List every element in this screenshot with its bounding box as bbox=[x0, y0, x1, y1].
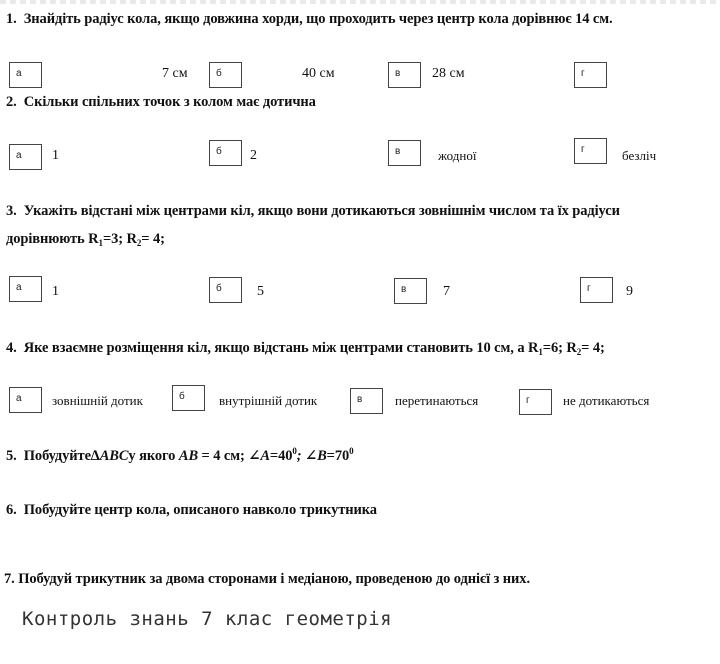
question-3-prefix: дорівнюють R bbox=[6, 231, 99, 247]
question-3 bbox=[6, 203, 620, 220]
footer-caption: Контроль знань 7 клас геометрія bbox=[22, 608, 393, 630]
side-label: AB bbox=[178, 448, 199, 464]
angle-b-value: =70 bbox=[326, 448, 350, 464]
answer-3c: 7 bbox=[443, 284, 450, 299]
answer-1b: 40 см bbox=[302, 66, 335, 81]
answer-4c: перетинаються bbox=[395, 393, 479, 408]
option-box-3b[interactable]: б bbox=[209, 277, 242, 303]
option-box-2d[interactable]: г bbox=[574, 138, 607, 164]
degree-b: 0 bbox=[349, 446, 354, 456]
question-3-text-line1: Укажіть відстані між центрами кіл, якщо вони дотикаються зовнішнім числом та їх радіуси bbox=[23, 203, 620, 219]
r1-value: =3; R bbox=[102, 231, 137, 247]
answer-2b: 2 bbox=[250, 148, 257, 163]
question-2-number: 2. bbox=[6, 94, 17, 110]
question-4-number: 4. bbox=[6, 340, 17, 356]
option-box-4a[interactable]: а bbox=[9, 387, 42, 413]
r1-subscript: 1 bbox=[538, 347, 543, 357]
option-box-3a[interactable]: а bbox=[9, 276, 42, 302]
option-box-4d[interactable]: г bbox=[519, 389, 552, 415]
option-box-1c[interactable]: в bbox=[388, 62, 421, 88]
angle-a-value: =40 bbox=[269, 448, 293, 464]
question-6 bbox=[6, 502, 377, 519]
option-box-3c[interactable]: в bbox=[394, 278, 427, 304]
question-5-number: 5. bbox=[6, 448, 17, 464]
angle-b-label: ; ∠B bbox=[296, 448, 327, 464]
question-3-line2 bbox=[6, 231, 165, 248]
triangle-label: ∆ABC bbox=[90, 448, 129, 464]
question-5 bbox=[6, 446, 354, 465]
question-1-number: 1. bbox=[6, 11, 17, 27]
option-box-3d[interactable]: г bbox=[580, 277, 613, 303]
question-5-mid: у якого bbox=[128, 448, 176, 464]
option-box-1b[interactable]: б bbox=[209, 62, 242, 88]
option-box-1d[interactable]: г bbox=[574, 62, 607, 88]
r2-value: = 4; bbox=[581, 340, 605, 356]
question-4-prefix: Яке взаємне розміщення кіл, якщо відстань між центрами становить 10 см, а R bbox=[23, 340, 539, 356]
cropped-top-edge bbox=[0, 0, 720, 4]
answer-3d: 9 bbox=[626, 284, 633, 299]
answer-3a: 1 bbox=[52, 284, 59, 299]
answer-2c: жодної bbox=[438, 148, 477, 163]
r2-value: = 4; bbox=[141, 231, 165, 247]
option-box-2a[interactable]: а bbox=[9, 144, 42, 170]
answer-2a: 1 bbox=[52, 148, 59, 163]
answer-2d: безліч bbox=[622, 148, 657, 163]
question-7-number: 7. bbox=[4, 571, 15, 587]
question-2-text: Скільки спільних точок з колом має дотична bbox=[23, 94, 316, 110]
r1-value: =6; R bbox=[542, 340, 577, 356]
answer-4d: не дотикаються bbox=[563, 393, 650, 408]
answer-1a: 7 см bbox=[162, 66, 188, 81]
question-4 bbox=[6, 340, 605, 357]
option-box-4c[interactable]: в bbox=[350, 388, 383, 414]
question-5-prefix: Побудуйте bbox=[23, 448, 91, 464]
option-box-4b[interactable]: б bbox=[172, 385, 205, 411]
option-box-1a[interactable]: а bbox=[9, 62, 42, 88]
r1-subscript: 1 bbox=[98, 238, 103, 248]
degree-a: 0 bbox=[292, 446, 297, 456]
question-6-text: Побудуйте центр кола, описаного навколо трикутника bbox=[23, 502, 377, 518]
answer-4a: зовнішній дотик bbox=[52, 393, 143, 408]
question-1 bbox=[6, 11, 613, 28]
question-7-text: Побудуй трикутник за двома сторонами і медіаною, проведеною до однієї з них. bbox=[18, 571, 530, 587]
answer-3b: 5 bbox=[257, 284, 264, 299]
option-box-2b[interactable]: б bbox=[209, 140, 242, 166]
question-7 bbox=[4, 571, 530, 588]
question-6-number: 6. bbox=[6, 502, 17, 518]
option-box-2c[interactable]: в bbox=[388, 140, 421, 166]
answer-4b: внутрішній дотик bbox=[219, 393, 318, 408]
side-value: = 4 см; bbox=[198, 448, 245, 464]
question-3-number: 3. bbox=[6, 203, 17, 219]
question-1-text: Знайдіть радіус кола, якщо довжина хорди, що проходить через центр кола дорівнює 14 см. bbox=[23, 11, 613, 27]
answer-1c: 28 см bbox=[432, 66, 465, 81]
r2-subscript: 2 bbox=[136, 238, 142, 248]
r2-subscript: 2 bbox=[576, 347, 582, 357]
question-2 bbox=[6, 94, 316, 111]
angle-a-label: ∠A bbox=[244, 448, 270, 464]
